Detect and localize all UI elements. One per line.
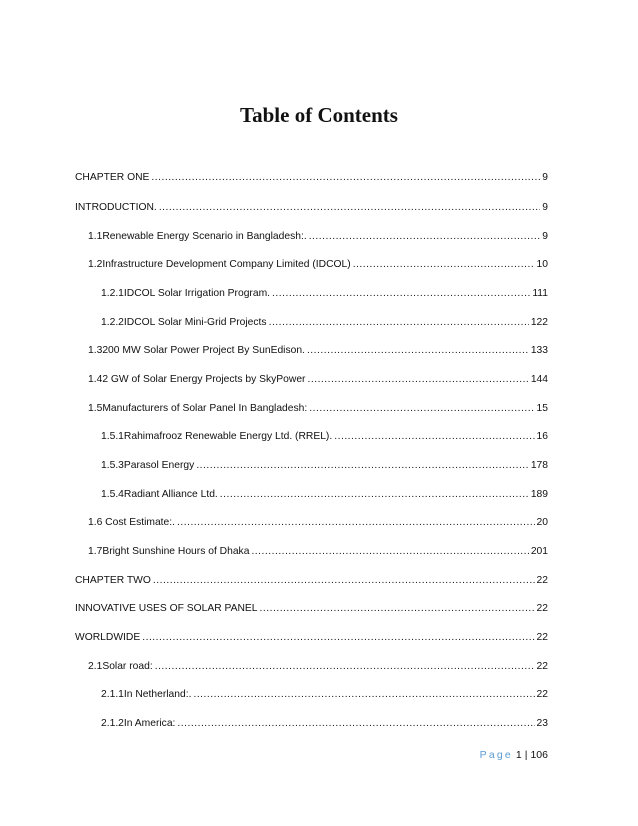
toc-entry-label: Solar road: xyxy=(102,661,153,672)
toc-section-number: 1.5.3 xyxy=(101,460,124,471)
toc-entry-label: IDCOL Solar Irrigation Program. xyxy=(123,288,271,299)
dot-leader xyxy=(353,257,535,273)
toc-page-number: 10 xyxy=(536,259,548,270)
toc-entry-label: Radiant Alliance Ltd. xyxy=(123,489,218,500)
toc-section-number: 1.5.1 xyxy=(101,431,124,442)
toc-entry-label: 2 GW of Solar Energy Projects by SkyPower xyxy=(102,374,306,385)
toc-page-number: 178 xyxy=(530,460,548,471)
page-footer xyxy=(480,748,548,762)
toc-section-number: 1.2 xyxy=(88,259,103,270)
toc-page-number: 133 xyxy=(530,345,548,356)
toc-section-number: 2.1.2 xyxy=(101,718,124,729)
toc-section-number: 2.1 xyxy=(88,661,103,672)
toc-section-number: 1.5 xyxy=(88,403,103,414)
dot-leader xyxy=(159,200,540,216)
toc-section-number: 1.7 xyxy=(88,546,103,557)
toc-entry-2-1[interactable] xyxy=(88,659,548,675)
dot-leader xyxy=(142,630,534,646)
toc-section-number: 2.1.1 xyxy=(101,689,124,700)
toc-entry-2-1-1[interactable] xyxy=(101,687,548,703)
toc-page-number: 22 xyxy=(536,575,548,586)
toc-section-number: 1.2.1 xyxy=(101,288,124,299)
toc-entry-worldwide[interactable] xyxy=(75,630,548,646)
toc-entry-label: Infrastructure Development Company Limited (IDCOL) xyxy=(102,259,351,270)
toc-entry-chapter-one[interactable] xyxy=(75,170,548,186)
toc-entry-chapter-two[interactable] xyxy=(75,573,548,589)
dot-leader xyxy=(307,372,528,388)
toc-page-number: 9 xyxy=(542,231,548,242)
toc-page-number: 201 xyxy=(530,546,548,557)
dot-leader xyxy=(155,659,535,675)
dot-leader xyxy=(220,487,529,503)
toc-entry-label: IDCOL Solar Mini-Grid Projects xyxy=(123,317,267,328)
toc-entry-1-3[interactable] xyxy=(88,343,548,359)
dot-leader xyxy=(309,401,534,417)
toc-page-number: 20 xyxy=(536,517,548,528)
dot-leader xyxy=(153,573,535,589)
toc-entry-1-7[interactable] xyxy=(88,544,548,560)
toc-entry-label: In Netherland:. xyxy=(123,689,192,700)
toc-entry-label: Bright Sunshine Hours of Dhaka xyxy=(102,546,250,557)
toc-page-number: 22 xyxy=(536,689,548,700)
toc-page-number: 22 xyxy=(536,632,548,643)
toc-section-number: 1.3 xyxy=(88,345,103,356)
toc-page-number: 111 xyxy=(532,288,548,299)
toc-entry-2-1-2[interactable] xyxy=(101,716,548,732)
page-title: Table of Contents xyxy=(240,103,398,127)
toc-entry-label: INTRODUCTION. xyxy=(75,202,157,213)
toc-page-number: 144 xyxy=(530,374,548,385)
toc-section-number: 1.4 xyxy=(88,374,103,385)
dot-leader xyxy=(196,458,529,474)
page-number: 1 xyxy=(515,749,522,761)
dot-leader xyxy=(251,544,528,560)
toc-entry-introduction[interactable] xyxy=(75,200,548,216)
toc-entry-label: CHAPTER ONE xyxy=(75,172,150,183)
page-total: 106 xyxy=(530,749,548,761)
dot-leader xyxy=(272,286,530,302)
toc-section-number: 1.5.4 xyxy=(101,489,124,500)
toc-page-number: 16 xyxy=(536,431,548,442)
toc-entry-label: In America: xyxy=(123,718,176,729)
toc-page-number: 15 xyxy=(536,403,548,414)
toc-entry-label: Renewable Energy Scenario in Bangladesh:. xyxy=(102,231,307,242)
toc-entry-1-2-1[interactable] xyxy=(101,286,548,302)
toc-entry-label: WORLDWIDE xyxy=(75,632,141,643)
dot-leader xyxy=(193,687,534,703)
toc-entry-1-2-2[interactable] xyxy=(101,315,548,331)
toc-entry-label: CHAPTER TWO xyxy=(75,575,151,586)
toc-entry-1-5-1[interactable] xyxy=(101,429,548,445)
toc-entry-1-6[interactable] xyxy=(88,515,548,531)
page-word: Page xyxy=(479,749,513,761)
dot-leader xyxy=(177,515,535,531)
toc-entry-label: Rahimafrooz Renewable Energy Ltd. (RREL). xyxy=(123,431,333,442)
toc-entry-label: Parasol Energy xyxy=(123,460,195,471)
dot-leader xyxy=(151,170,540,186)
dot-leader xyxy=(177,716,534,732)
toc-entry-label: 200 MW Solar Power Project By SunEdison. xyxy=(102,345,305,356)
toc-section-number: 1.1 xyxy=(88,231,103,242)
dot-leader xyxy=(260,601,535,617)
page-separator: | xyxy=(524,749,528,761)
toc-page-number: 9 xyxy=(542,172,548,183)
dot-leader xyxy=(309,229,541,245)
toc-entry-innovative-uses[interactable] xyxy=(75,601,548,617)
toc-entry-1-1[interactable] xyxy=(88,229,548,245)
toc-entry-1-4[interactable] xyxy=(88,372,548,388)
dot-leader xyxy=(334,429,534,445)
dot-leader xyxy=(307,343,529,359)
toc-entry-label: INNOVATIVE USES OF SOLAR PANEL xyxy=(75,603,258,614)
toc-page-number: 22 xyxy=(536,603,548,614)
toc-page-number: 122 xyxy=(530,317,548,328)
toc-page-number: 22 xyxy=(536,661,548,672)
toc-entry-1-2[interactable] xyxy=(88,257,548,273)
toc-entry-1-5-3[interactable] xyxy=(101,458,548,474)
toc-entry-1-5-4[interactable] xyxy=(101,487,548,503)
toc-page-number: 9 xyxy=(542,202,548,213)
toc-entry-label: 1.6 Cost Estimate:. xyxy=(88,517,175,528)
toc-page-number: 23 xyxy=(536,718,548,729)
toc-entry-1-5[interactable] xyxy=(88,401,548,417)
dot-leader xyxy=(269,315,529,331)
toc-section-number: 1.2.2 xyxy=(101,317,124,328)
toc-entry-label: Manufacturers of Solar Panel In Bangladesh: xyxy=(102,403,308,414)
toc-page-number: 189 xyxy=(530,489,548,500)
